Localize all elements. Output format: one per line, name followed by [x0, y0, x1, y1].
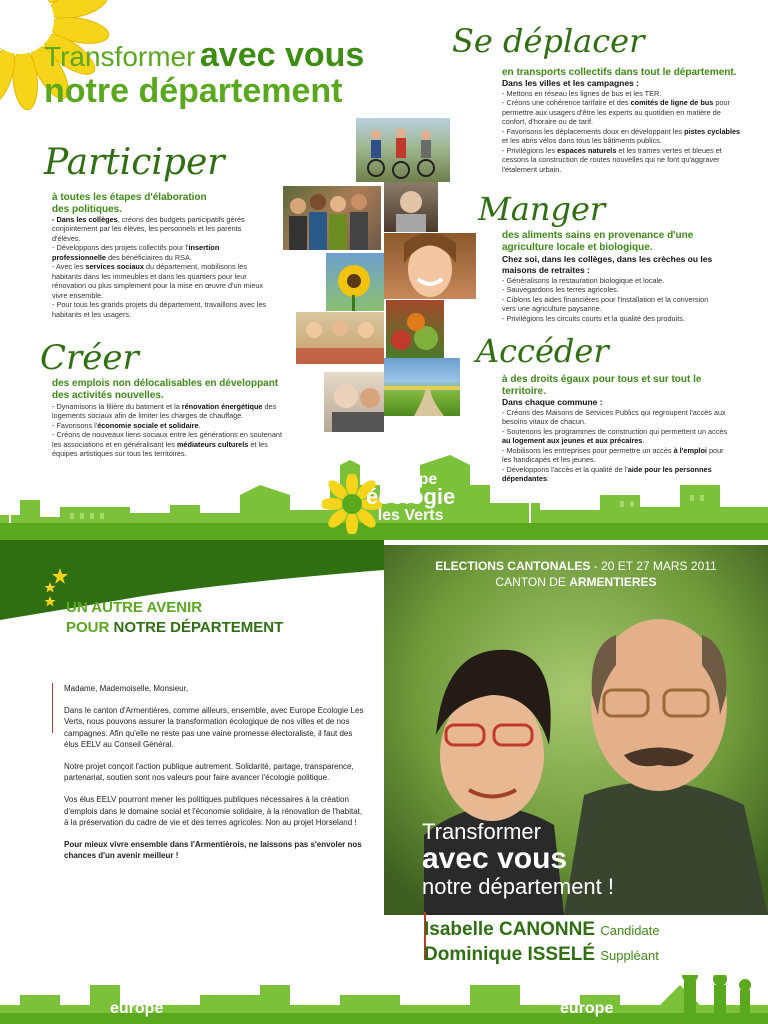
heading-line1: UN AUTRE AVENIR	[66, 599, 203, 616]
logo-line1: europe	[383, 471, 438, 488]
letter-p1: Dans le canton d'Armentières, comme ailleurs, ensemble, avec Europe Ecologie Les Verts, nous pouvons assurer la transformation écologique de nos villes et de nos campagnes. Afin qu'elle ne reste pas une vaine promesse électoraliste, il faut des élus EELV au Conseil Général.	[64, 706, 364, 749]
deplacer-title: Se déplacer	[452, 22, 645, 60]
lower-left-heading	[66, 598, 283, 637]
logo-line2: écologie	[366, 484, 456, 510]
election-title: ELECTIONS CANTONALES	[435, 559, 591, 573]
elderly-photo	[384, 182, 438, 232]
canton-name: ARMENTIERES	[569, 575, 657, 590]
slogan-c: notre département !	[422, 873, 615, 899]
letter-p2: Notre projet conçoit l'action publique autrement. Solidarité, partage, transparence, partenariat, soutien sont nos valeurs pour faire avancer l'écologie politique.	[64, 761, 354, 783]
manger-subtitle: des aliments sains en provenance d'une agriculture locale et biologique.	[502, 230, 694, 253]
cyclists-photo	[356, 118, 450, 182]
young-woman-photo	[384, 233, 476, 299]
creer-subtitle: des emplois non délocalisables en développant des activités nouvelles.	[52, 378, 279, 401]
deplacer-bullets: - Mettons en réseau les lignes de bus et les TER. - Créons une cohérence tarifaire et des comités de ligne de bus pour permettre aux usagers d'être les experts au quotidien en matière de confort, d'horaire ou de tarif. - Favorisons les déplacements doux en développant les pistes cyclables et les abris vélos dans tous les bâtiments publics. - Privilégions les espaces naturels et les trames vertes et bleues et cessons la construction de routes nouvelles qui ne font qu'aggraver l'étalement urbain.	[502, 89, 741, 174]
election-info	[384, 558, 768, 590]
letter-greeting: Madame, Mademoiselle, Monsieur,	[64, 684, 189, 693]
letter-rule	[52, 683, 53, 733]
creer-title: Créer	[40, 338, 139, 378]
slogan	[422, 820, 614, 898]
children-photo	[296, 312, 384, 364]
slogan-b: avec vous	[422, 842, 568, 876]
eelv-logo	[322, 470, 462, 540]
deplacer-heading: Dans les villes et les campagnes :	[502, 78, 640, 88]
acceder-bullets: - Créons des Maisons de Services Publics qui regroupent l'accès aux besoins vitaux de chacun. - Soutenons les programmes de construction qui permettent un accès au logement aux jeunes et aux précaires. - Mobilisons les entreprises pour permettre un accès à l'emploi pour les handicapés et les jeunes. - Développons l'accès et la qualité de l'aide pour les personnes dépendantes.	[502, 408, 728, 484]
vegetables-photo	[386, 300, 444, 358]
participer-bullets: - Dans les collèges, créons des budgets participatifs gérés conjointement par les élèves, les personnels et les parents d'élèves. - Développons des projets collectifs pour l'insertion professionnelle des bénéficiaires du RSA. - Avec les services sociaux du département, mobilisons les habitants dans les immeubles et dans les quartiers pour leur rénovation ou plus simplement pour la mise en œuvre d'un mieux vivre ensemble. - Pour tous les grands projets du département, travaillons avec les habitants et les usagers.	[52, 215, 267, 319]
title-part1: Transformer	[44, 41, 196, 72]
group-photo	[283, 186, 381, 250]
title-line2: notre département	[44, 71, 343, 110]
sunflower-photo	[326, 253, 384, 311]
acceder-title: Accéder	[476, 332, 609, 370]
participer-subtitle: à toutes les étapes d'élaboration des politiques.	[52, 192, 207, 215]
heading-line2b: NOTRE DÉPARTEMENT	[113, 618, 284, 636]
creer-bullets: - Dynamisons la filière du batiment et la rénovation énergétique des logements sociaux afin de limiter les charges de chauffage. - Favorisons l'économie sociale et solidaire. - Créons de nouveaux liens sociaux entre les générations en soutenant les associations et en généralisant les médiateurs culturels et les équipes artistiques sur tous les territoires.	[52, 402, 282, 459]
acceder-heading: Dans chaque commune :	[502, 397, 603, 407]
candidate-name: Isabelle CANONNE	[424, 919, 596, 940]
letter-p3: Vos élus EELV pourront mener les politiques publiques nécessaires à la création d'emplois dans le domaine social et l'économie solidaire, à la rénovation de l'habitat, à la préservation du cadre de vie et des terres agricoles. Non au projet Horseland !	[64, 795, 363, 827]
canton-label: CANTON DE	[495, 575, 570, 590]
grandparent-photo	[324, 372, 384, 432]
letter-body	[64, 683, 364, 872]
manger-heading: Chez soi, dans les collèges, dans les crèches ou les maisons de retraites :	[502, 254, 713, 275]
candidate-names	[424, 918, 660, 967]
manger-title: Manger	[478, 190, 606, 228]
title-part2: avec vous	[199, 36, 365, 74]
manger-bullets: - Généralisons la restauration biologique et locale. - Sauvegardons les terres agricoles. - Ciblons les aides financières pour l'installation et la conversion vers une agriculture paysanne. - Privilégions les circuits courts et la qualité des produits.	[502, 276, 709, 323]
candidate-role: Candidate	[600, 923, 660, 938]
letter-p4: Pour mieux vivre ensemble dans l'Armentièrois, ne laissons pas s'envoler nos chances d'un avenir meilleur !	[64, 839, 362, 861]
landscape-photo	[384, 358, 460, 416]
substitute-role: Suppléant	[600, 947, 659, 963]
deplacer-subtitle: en transports collectifs dans tout le département.	[502, 67, 737, 78]
participer-title: Participer	[44, 142, 225, 183]
acceder-subtitle: à des droits égaux pour tous et sur tout le territoire.	[502, 374, 702, 397]
bottom-logo-right: europe	[560, 1000, 614, 1017]
logo-line3: les Verts	[377, 507, 444, 525]
main-title	[44, 38, 364, 109]
slogan-a: Transformer	[422, 819, 541, 844]
substitute-name: Dominique ISSELÉ	[424, 943, 596, 965]
election-dates: - 20 ET 27 MARS 2011	[590, 559, 717, 573]
bottom-logo-left: europe	[110, 1000, 164, 1017]
heading-line2a: POUR	[66, 618, 114, 636]
